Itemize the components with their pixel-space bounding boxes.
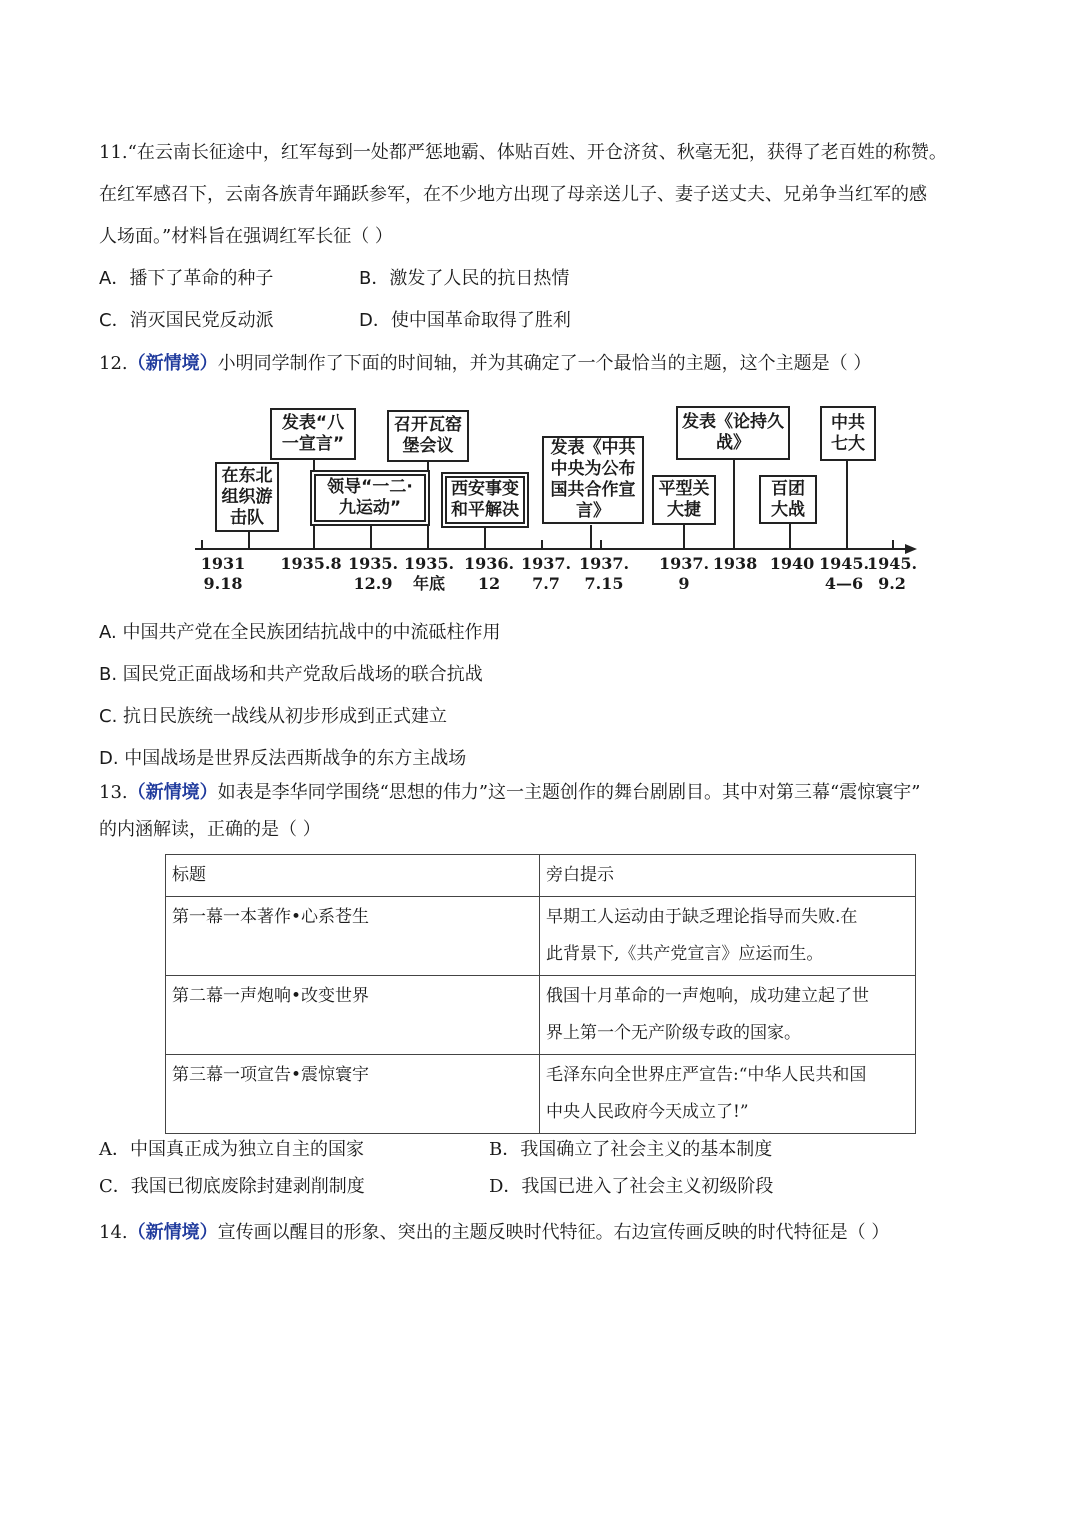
narration-line: 界上第一个无产阶级专政的国家。 (546, 1023, 801, 1043)
timeline-axis (195, 548, 907, 550)
q14-stem-text: 宣传画以醒目的形象、突出的主题反映时代特征。右边宣传画反映的时代特征是（ ） (217, 1222, 890, 1243)
timeline-date: 1935.8 (280, 554, 342, 573)
timeline-date: 1945. 4—6 (818, 554, 870, 593)
q12-option-d: D. 中国战场是世界反法西斯战争的东方主战场 (99, 748, 467, 769)
q11-option-b: B．激发了人民的抗日热情 (359, 268, 570, 289)
q13-option-c: C．我国已彻底废除封建剥削制度 (99, 1176, 365, 1197)
q11-option-c: C．消灭国民党反动派 (99, 310, 274, 331)
timeline-event: 领导“一二·九运动” (314, 474, 426, 522)
q13-option-d: D．我国已进入了社会主义初级阶段 (489, 1176, 774, 1197)
q14-number: 14. (99, 1222, 128, 1243)
table-row (166, 897, 916, 976)
q12-option-b: B. 国民党正面战场和共产党敌后战场的联合抗战 (99, 664, 483, 685)
q11-stem-line-1: 11.“在云南长征途中，红军每到一处都严惩地霸、体贴百姓、开仓济贫、秋毫无犯，获得了老百姓的称赞。 (99, 142, 947, 163)
table-cell-narration (540, 1055, 916, 1134)
drama-table (165, 854, 916, 1134)
timeline-tick (846, 540, 848, 550)
timeline-figure (195, 400, 920, 605)
timeline-event: 中共七大 (820, 406, 876, 461)
timeline-event: 发表《中共中央为公布国共合作宣言》 (542, 436, 644, 524)
q12-option-c: C. 抗日民族统一战线从初步形成到正式建立 (99, 706, 448, 727)
table-cell-title: 第二幕一声炮响•改变世界 (166, 976, 540, 1055)
q12-number: 12. (99, 353, 128, 374)
timeline-stem (846, 461, 848, 548)
timeline-tick (484, 540, 486, 550)
timeline-arrow-icon (905, 544, 917, 554)
timeline-date: 1937. 7.15 (578, 554, 630, 593)
narration-line: 中央人民政府今天成立了!” (546, 1102, 749, 1122)
q11-option-a: A．播下了革命的种子 (99, 268, 274, 289)
narration-line: 此背景下,《共产党宣言》应运而生。 (546, 944, 824, 964)
timeline-tick (733, 540, 735, 550)
timeline-tick (892, 540, 894, 550)
timeline-date: 1936. 12 (463, 554, 515, 593)
table-cell-narration (540, 976, 916, 1055)
q13-option-a: A．中国真正成为独立自主的国家 (99, 1139, 364, 1160)
timeline-date: 1935. 年底 (403, 554, 455, 593)
timeline-date: 1935. 12.9 (347, 554, 399, 593)
q12-new-context-tag: （新情境） (127, 353, 218, 374)
timeline-event: 西安事变和平解决 (445, 476, 525, 524)
timeline-tick (789, 540, 791, 550)
q13-new-context-tag: （新情境） (127, 782, 218, 803)
timeline-tick (600, 540, 602, 550)
timeline-event: 百团大战 (759, 475, 817, 524)
table-header-narration: 旁白提示 (540, 855, 916, 897)
timeline-tick (683, 540, 685, 550)
timeline-date: 1938 (712, 554, 758, 573)
q11-stem-line-2: 在红军感召下，云南各族青年踊跃参军，在不少地方出现了母亲送儿子、妻子送丈夫、兄弟争当红军的感 (99, 184, 927, 205)
q14-new-context-tag: （新情境） (127, 1222, 218, 1243)
timeline-tick (201, 540, 203, 550)
timeline-date: 1940 (769, 554, 815, 573)
q12-stem-text: 小明同学制作了下面的时间轴，并为其确定了一个最恰当的主题，这个主题是（ ） (217, 353, 872, 374)
timeline-stem (733, 460, 735, 548)
q12-option-a: A. 中国共产党在全民族团结抗战中的中流砥柱作用 (99, 622, 501, 643)
table-row (166, 976, 916, 1055)
timeline-event: 在东北组织游击队 (215, 462, 279, 532)
q13-number: 13. (99, 782, 128, 803)
narration-line: 早期工人运动由于缺乏理论指导而失败.在 (546, 907, 858, 927)
table-cell-title: 第一幕一本著作•心系苍生 (166, 897, 540, 976)
timeline-date: 1945. 9.2 (866, 554, 918, 593)
timeline-tick (541, 540, 543, 550)
timeline-date: 1931 9.18 (200, 554, 246, 593)
timeline-date: 1937. 7.7 (520, 554, 572, 593)
timeline-stem (590, 525, 592, 548)
q13-option-b: B．我国确立了社会主义的基本制度 (489, 1139, 773, 1160)
q11-option-d: D．使中国革命取得了胜利 (359, 310, 571, 331)
timeline-date: 1937. 9 (658, 554, 710, 593)
timeline-stem (427, 462, 429, 548)
table-cell-narration (540, 897, 916, 976)
q11-stem-line-3: 人场面。”材料旨在强调红军长征（ ） (99, 226, 393, 247)
q13-stem-line-1 (99, 781, 920, 805)
narration-line: 俄国十月革命的一声炮响，成功建立起了世 (546, 986, 869, 1006)
table-cell-title: 第三幕一项宣告•震惊寰宇 (166, 1055, 540, 1134)
timeline-tick (370, 540, 372, 550)
q12-stem (99, 352, 871, 376)
table-header-title: 标题 (166, 855, 540, 897)
timeline-event: 发表“八一宣言” (270, 408, 356, 460)
timeline-tick (313, 540, 315, 550)
narration-line: 毛泽东向全世界庄严宣告:“中华人民共和国 (546, 1065, 867, 1085)
timeline-event: 发表《论持久战》 (676, 406, 790, 460)
q13-stem-line-2: 的内涵解读，正确的是（ ） (99, 819, 321, 840)
table-header-row (166, 855, 916, 897)
q13-stem-text: 如表是李华同学围绕“思想的伟力”这一主题创作的舞台剧剧目。其中对第三幕“震惊寰宇” (217, 782, 921, 803)
q14-stem (99, 1221, 889, 1245)
table-row (166, 1055, 916, 1134)
timeline-event: 召开瓦窑堡会议 (387, 410, 469, 462)
timeline-tick (427, 540, 429, 550)
timeline-event: 平型关大捷 (652, 475, 716, 525)
